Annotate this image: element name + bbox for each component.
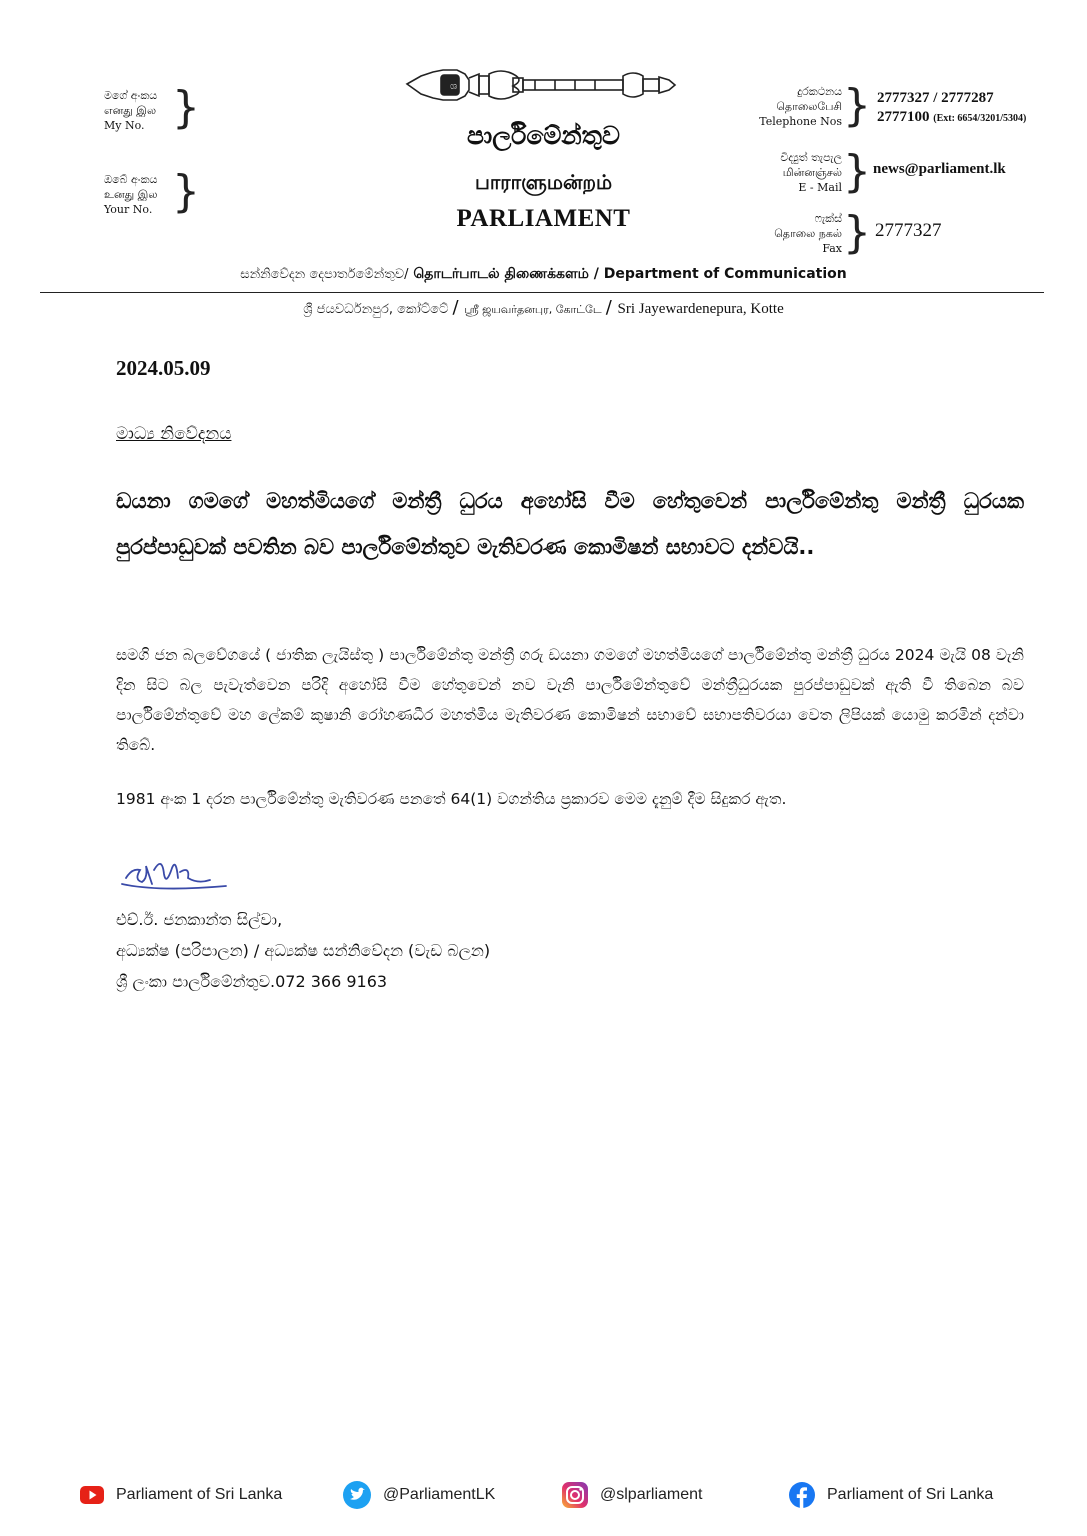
press-release-headline: ඩයනා ගමගේ මහත්මියගේ මන්ත්‍රී ධුරය අහෝසි වීම හේතුවෙන් පාර්ලිමේන්තු මන්ත්‍රී ධුරයක පුරප්පාඩුවක් පවතින බව පාර්ලිමේන්තුව මැතිවරණ කොමිෂන් සභාවට දන්වයි.. — [116, 489, 1024, 559]
body-paragraph-2: 1981 අංක 1 දරන පාර්ලිමේන්තු මැතිවරණ පනතේ 64(1) වගන්තිය ප්‍රකාරව මෙම දැනුම් දීම සිදුකර ඇත. — [116, 790, 787, 808]
telephone-labels: දුරකථනය தொலைபேசி Telephone Nos — [759, 85, 842, 128]
brace-icon: } — [172, 166, 200, 217]
brace-icon: } — [843, 146, 871, 197]
twitter-icon — [343, 1481, 371, 1509]
signatory-block — [116, 904, 490, 997]
brace-icon: } — [843, 207, 871, 258]
brace-icon: } — [843, 80, 871, 131]
header-divider — [40, 292, 1044, 293]
telephone-line-2: 2777100 (Ext: 6654/3201/5304) — [877, 109, 1027, 125]
parliament-mace-emblem — [405, 62, 677, 108]
svg-text:ශ: ශ — [450, 81, 458, 92]
document-type: මාධ්‍ය නිවේදනය — [116, 424, 232, 444]
my-no-label: මගේ අංකය எனது இல My No. — [104, 89, 158, 132]
footer-youtube[interactable]: Parliament of Sri Lanka — [80, 1478, 282, 1512]
body-paragraph-1: සමගි ජන බලවේගයේ ( ජාතික ලැයිස්තු ) පාර්ලිමේන්තු මන්ත්‍රී ගරු ඩයනා ගමගේ මහත්මියගේ පාර්ලිමේන්තු මන්ත්‍රී ධුරය 2024 මැයි 08 වැනි දින සිට බල පැවැත්වෙන පරිදි අහෝසි වීම හේතුවෙන් නව වැනි පාර්ලිමේන්තුවේ මන්ත්‍රීධුරයක පුරප්පාඩුවක් ඇති වී තිබෙන බව පාර්ලිමේන්තුවේ මහ ලේකම් කුෂානි රෝහණධීර මහත්මිය මැතිවරණ කොමිෂන් සභාවේ සභාපතිවරයා වෙත ලිපියක් යොමු කරමින් දන්වා තිබේ. — [116, 646, 1024, 754]
department-line: සන්නිවේදන දෙපාර්තමේන්තුව/ தொடர்பாடல் திணைக்களம் / Department of Communication — [240, 266, 847, 282]
telephone-line-1: 2777327 / 2777287 — [877, 90, 994, 106]
youtube-icon — [80, 1486, 104, 1504]
social-footer — [0, 1478, 1087, 1512]
facebook-icon — [789, 1482, 815, 1508]
instagram-icon — [562, 1482, 588, 1508]
email-link[interactable]: news@parliament.lk — [873, 161, 1006, 177]
brace-icon: } — [172, 82, 200, 133]
footer-instagram[interactable]: @slparliament — [562, 1478, 703, 1512]
title-english: PARLIAMENT — [456, 205, 631, 232]
email-labels: විද්‍යුත් තැපැල மின்னஞ்சல் E - Mail — [780, 151, 842, 194]
fax-labels: ෆැක්ස් தொலை நகல் Fax — [774, 212, 842, 255]
footer-twitter[interactable]: @ParliamentLK — [343, 1478, 495, 1512]
signatory-organization: ශ්‍රී ලංකා පාර්ලිමේන්තුව.072 366 9163 — [116, 972, 388, 991]
footer-facebook[interactable]: Parliament of Sri Lanka — [789, 1478, 993, 1512]
handwritten-signature — [118, 848, 238, 898]
signatory-name: එච්.ඊ. ජනකාන්ත සිල්වා, — [116, 910, 283, 929]
title-tamil: பாராளுமன்றம் — [474, 170, 613, 194]
address-line: ශ්‍රී ජයවර්ධනපුර, කෝට්ටේ / ஸ்ரீ ஜயவர்தனபுர, கோட்டே / Sri Jayewardenepura, Kotte — [303, 297, 784, 318]
fax-number: 2777327 — [875, 220, 942, 241]
title-sinhala: පාර්ලිමේන්තුව — [467, 121, 620, 150]
signatory-title: අධ්‍යක්ෂ (පරිපාලන) / අධ්‍යක්ෂ සන්නිවේදන (වැඩ බලන) — [116, 941, 491, 960]
your-no-label: ඔබේ අංකය உனது இல Your No. — [104, 173, 158, 216]
letter-date: 2024.05.09 — [116, 356, 211, 380]
